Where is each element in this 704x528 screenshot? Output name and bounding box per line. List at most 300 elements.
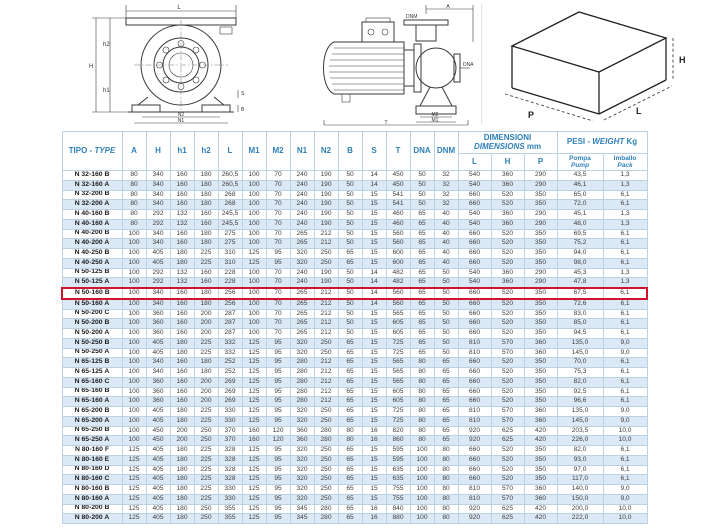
value-cell: 360 xyxy=(524,407,557,417)
value-cell: 132 xyxy=(170,210,194,220)
value-cell: 50 xyxy=(338,180,362,190)
value-cell: 1,3 xyxy=(603,210,647,220)
value-cell: 405 xyxy=(146,249,170,259)
value-cell: 320 xyxy=(290,407,314,417)
pump-type-cell: N 50-250 A xyxy=(62,348,122,358)
value-cell: 405 xyxy=(146,494,170,504)
value-cell: 225 xyxy=(194,407,218,417)
value-cell: 70 xyxy=(266,219,290,229)
value-cell: 350 xyxy=(524,249,557,259)
pump-type-cell: N 65-160 A xyxy=(62,397,122,407)
panel-divider xyxy=(481,4,482,124)
value-cell: 50 xyxy=(338,229,362,239)
value-cell: 100 xyxy=(122,258,146,268)
value-cell: 240 xyxy=(290,219,314,229)
value-cell: 360 xyxy=(524,485,557,495)
value-cell: 65 xyxy=(410,329,434,339)
value-cell: 570 xyxy=(491,338,524,348)
value-cell: 810 xyxy=(458,416,491,426)
value-cell: 80 xyxy=(410,358,434,368)
value-cell: 320 xyxy=(290,338,314,348)
value-cell: 250 xyxy=(314,258,338,268)
value-cell: 225 xyxy=(194,348,218,358)
value-cell: 660 xyxy=(458,465,491,475)
value-cell: 6,1 xyxy=(603,319,647,329)
value-cell: 660 xyxy=(458,368,491,378)
value-cell: 65 xyxy=(434,387,458,397)
table-row xyxy=(62,309,647,319)
value-cell: 160 xyxy=(170,358,194,368)
value-cell: 75,2 xyxy=(557,239,603,249)
value-cell: 240 xyxy=(290,210,314,220)
value-cell: 200,0 xyxy=(557,504,603,514)
value-cell: 160 xyxy=(194,268,218,278)
value-cell: 150,0 xyxy=(557,494,603,504)
value-cell: 125 xyxy=(122,465,146,475)
value-cell: 70 xyxy=(266,229,290,239)
value-cell: 65 xyxy=(410,319,434,329)
value-cell: 840 xyxy=(386,504,410,514)
value-cell: 275 xyxy=(218,229,242,239)
value-cell: 180 xyxy=(194,358,218,368)
value-cell: 40 xyxy=(434,210,458,220)
value-cell: 810 xyxy=(458,348,491,358)
value-cell: 40 xyxy=(434,239,458,249)
value-cell: 330 xyxy=(218,416,242,426)
value-cell: 605 xyxy=(386,397,410,407)
value-cell: 520 xyxy=(491,288,524,299)
value-cell: 810 xyxy=(458,494,491,504)
value-cell: 310 xyxy=(218,249,242,259)
value-cell: 212 xyxy=(314,288,338,299)
value-cell: 540 xyxy=(458,268,491,278)
value-cell: 16 xyxy=(362,436,386,446)
value-cell: 245,5 xyxy=(218,219,242,229)
value-cell: 80 xyxy=(410,387,434,397)
value-cell: 405 xyxy=(146,338,170,348)
value-cell: 212 xyxy=(314,387,338,397)
value-cell: 50 xyxy=(434,329,458,339)
value-cell: 345 xyxy=(290,504,314,514)
value-cell: 65 xyxy=(410,309,434,319)
value-cell: 350 xyxy=(524,446,557,456)
value-cell: 320 xyxy=(290,446,314,456)
value-cell: 250 xyxy=(194,504,218,514)
value-cell: 82,0 xyxy=(557,446,603,456)
value-cell: 70 xyxy=(266,180,290,190)
value-cell: 80 xyxy=(122,190,146,200)
value-cell: 350 xyxy=(524,258,557,268)
col-header-L: L xyxy=(218,132,242,171)
value-cell: 100 xyxy=(122,278,146,288)
dim-S-label: S xyxy=(241,91,245,97)
value-cell: 95 xyxy=(266,397,290,407)
table-row xyxy=(62,190,647,200)
value-cell: 180 xyxy=(170,446,194,456)
value-cell: 160 xyxy=(170,288,194,299)
value-cell: 420 xyxy=(524,504,557,514)
value-cell: 100 xyxy=(410,455,434,465)
value-cell: 570 xyxy=(491,348,524,358)
table-row xyxy=(62,338,647,348)
dim-T-label: T xyxy=(384,120,388,126)
table-row xyxy=(62,377,647,387)
value-cell: 15 xyxy=(362,348,386,358)
value-cell: 212 xyxy=(314,397,338,407)
value-cell: 80 xyxy=(434,494,458,504)
value-cell: 482 xyxy=(386,278,410,288)
value-cell: 94,5 xyxy=(557,329,603,339)
value-cell: 350 xyxy=(524,329,557,339)
value-cell: 320 xyxy=(290,348,314,358)
value-cell: 360 xyxy=(491,219,524,229)
value-cell: 190 xyxy=(314,190,338,200)
value-cell: 350 xyxy=(524,387,557,397)
group-header-dimensions: DIMENSIONI DIMENSIONS mm xyxy=(458,132,557,154)
value-cell: 240 xyxy=(290,171,314,181)
value-cell: 520 xyxy=(491,377,524,387)
value-cell: 660 xyxy=(458,239,491,249)
value-cell: 250 xyxy=(314,338,338,348)
value-cell: 132 xyxy=(170,219,194,229)
table-row xyxy=(62,219,647,229)
pump-type-cell: N 50-160 A xyxy=(62,299,122,309)
col-header-S: S xyxy=(362,132,386,171)
value-cell: 67,5 xyxy=(557,288,603,299)
value-cell: 65 xyxy=(410,210,434,220)
pump-type-cell: N 40-160 B xyxy=(62,210,122,220)
value-cell: 15 xyxy=(362,219,386,229)
value-cell: 180 xyxy=(170,249,194,259)
value-cell: 565 xyxy=(386,309,410,319)
value-cell: 360 xyxy=(290,436,314,446)
value-cell: 100 xyxy=(122,239,146,249)
value-cell: 212 xyxy=(314,229,338,239)
dim-A-label: A xyxy=(446,4,450,10)
value-cell: 660 xyxy=(458,358,491,368)
pump-type-cell: N 50-200 A xyxy=(62,329,122,339)
value-cell: 350 xyxy=(524,475,557,485)
value-cell: 520 xyxy=(491,368,524,378)
value-cell: 260,5 xyxy=(218,171,242,181)
value-cell: 132 xyxy=(170,278,194,288)
value-cell: 95 xyxy=(266,348,290,358)
value-cell: 125 xyxy=(122,485,146,495)
value-cell: 80 xyxy=(122,210,146,220)
pump-type-cell: N 80-160 D xyxy=(62,465,122,475)
value-cell: 190 xyxy=(314,278,338,288)
value-cell: 6,1 xyxy=(603,475,647,485)
table-row xyxy=(62,485,647,495)
value-cell: 560 xyxy=(386,299,410,309)
value-cell: 265 xyxy=(290,309,314,319)
value-cell: 15 xyxy=(362,368,386,378)
value-cell: 360 xyxy=(491,268,524,278)
value-cell: 268 xyxy=(218,190,242,200)
dim-h2-label: h2 xyxy=(103,42,110,48)
value-cell: 635 xyxy=(386,465,410,475)
value-cell: 212 xyxy=(314,319,338,329)
value-cell: 95 xyxy=(266,387,290,397)
value-cell: 275 xyxy=(218,239,242,249)
pump-type-cell: N 65-250 A xyxy=(62,436,122,446)
value-cell: 290 xyxy=(524,268,557,278)
value-cell: 50 xyxy=(338,278,362,288)
pump-type-cell: N 80-160 E xyxy=(62,455,122,465)
value-cell: 135,0 xyxy=(557,407,603,417)
value-cell: 6,1 xyxy=(603,288,647,299)
value-cell: 405 xyxy=(146,348,170,358)
value-cell: 225 xyxy=(194,494,218,504)
value-cell: 268 xyxy=(218,200,242,210)
value-cell: 360 xyxy=(146,309,170,319)
value-cell: 125 xyxy=(242,358,266,368)
value-cell: 95 xyxy=(266,338,290,348)
table-row xyxy=(62,229,647,239)
value-cell: 70 xyxy=(266,319,290,329)
value-cell: 180 xyxy=(170,348,194,358)
value-cell: 50 xyxy=(410,190,434,200)
value-cell: 100 xyxy=(122,268,146,278)
col-header-dim-P: P xyxy=(524,154,557,171)
value-cell: 225 xyxy=(194,455,218,465)
value-cell: 15 xyxy=(362,485,386,495)
value-cell: 160 xyxy=(170,387,194,397)
pump-type-cell: N 32-200 A xyxy=(62,200,122,210)
value-cell: 360 xyxy=(491,278,524,288)
col-header-h1: h1 xyxy=(170,132,194,171)
value-cell: 660 xyxy=(458,299,491,309)
value-cell: 160 xyxy=(170,180,194,190)
value-cell: 65 xyxy=(410,258,434,268)
value-cell: 6,1 xyxy=(603,190,647,200)
value-cell: 50 xyxy=(338,210,362,220)
value-cell: 40 xyxy=(434,258,458,268)
pump-type-cell: N 32-160 B xyxy=(62,171,122,181)
value-cell: 860 xyxy=(386,436,410,446)
value-cell: 65 xyxy=(338,514,362,524)
value-cell: 520 xyxy=(491,455,524,465)
value-cell: 180 xyxy=(194,180,218,190)
table-row xyxy=(62,368,647,378)
value-cell: 360 xyxy=(524,416,557,426)
value-cell: 250 xyxy=(194,426,218,436)
value-cell: 460 xyxy=(386,210,410,220)
value-cell: 1,3 xyxy=(603,171,647,181)
pump-type-cell: N 80-160 B xyxy=(62,485,122,495)
col-header-N1: N1 xyxy=(290,132,314,171)
value-cell: 50 xyxy=(338,299,362,309)
value-cell: 125 xyxy=(242,377,266,387)
value-cell: 328 xyxy=(218,455,242,465)
value-cell: 95 xyxy=(266,249,290,259)
col-header-dim-L: L xyxy=(458,154,491,171)
value-cell: 360 xyxy=(524,338,557,348)
value-cell: 9,0 xyxy=(603,416,647,426)
value-cell: 570 xyxy=(491,407,524,417)
value-cell: 520 xyxy=(491,329,524,339)
value-cell: 95 xyxy=(266,514,290,524)
value-cell: 135,0 xyxy=(557,338,603,348)
value-cell: 50 xyxy=(338,200,362,210)
value-cell: 15 xyxy=(362,309,386,319)
value-cell: 94,0 xyxy=(557,249,603,259)
value-cell: 180 xyxy=(170,407,194,417)
value-cell: 69,5 xyxy=(557,229,603,239)
value-cell: 100 xyxy=(242,171,266,181)
value-cell: 226,0 xyxy=(557,436,603,446)
value-cell: 100 xyxy=(122,416,146,426)
value-cell: 625 xyxy=(491,514,524,524)
value-cell: 80 xyxy=(410,436,434,446)
col-header-A: A xyxy=(122,132,146,171)
value-cell: 80 xyxy=(410,377,434,387)
value-cell: 660 xyxy=(458,475,491,485)
value-cell: 50 xyxy=(338,268,362,278)
value-cell: 65 xyxy=(434,358,458,368)
table-row xyxy=(62,436,647,446)
value-cell: 10,0 xyxy=(603,426,647,436)
value-cell: 50 xyxy=(338,171,362,181)
value-cell: 225 xyxy=(194,446,218,456)
value-cell: 520 xyxy=(491,239,524,249)
value-cell: 6,1 xyxy=(603,377,647,387)
value-cell: 95 xyxy=(266,377,290,387)
value-cell: 95 xyxy=(266,258,290,268)
value-cell: 6,1 xyxy=(603,465,647,475)
value-cell: 100 xyxy=(242,329,266,339)
value-cell: 269 xyxy=(218,387,242,397)
value-cell: 125 xyxy=(242,504,266,514)
value-cell: 93,0 xyxy=(557,455,603,465)
dim-H-label: H xyxy=(89,64,94,70)
table-row xyxy=(62,319,647,329)
value-cell: 95 xyxy=(266,368,290,378)
value-cell: 256 xyxy=(218,299,242,309)
value-cell: 160 xyxy=(242,436,266,446)
value-cell: 190 xyxy=(314,268,338,278)
value-cell: 15 xyxy=(362,229,386,239)
table-row xyxy=(62,387,647,397)
value-cell: 46,1 xyxy=(557,180,603,190)
value-cell: 290 xyxy=(524,180,557,190)
value-cell: 65 xyxy=(410,278,434,288)
col-header-type: TIPO - TYPE xyxy=(62,132,122,171)
value-cell: 190 xyxy=(314,210,338,220)
value-cell: 6,1 xyxy=(603,239,647,249)
value-cell: 95 xyxy=(266,465,290,475)
value-cell: 360 xyxy=(146,329,170,339)
value-cell: 125 xyxy=(122,475,146,485)
value-cell: 190 xyxy=(314,200,338,210)
value-cell: 660 xyxy=(458,229,491,239)
value-cell: 82,0 xyxy=(557,377,603,387)
value-cell: 65 xyxy=(434,426,458,436)
value-cell: 570 xyxy=(491,485,524,495)
table-row xyxy=(62,180,647,190)
value-cell: 320 xyxy=(290,465,314,475)
value-cell: 100 xyxy=(122,436,146,446)
value-cell: 40 xyxy=(434,219,458,229)
value-cell: 125 xyxy=(242,397,266,407)
value-cell: 540 xyxy=(458,180,491,190)
value-cell: 180 xyxy=(194,229,218,239)
value-cell: 190 xyxy=(314,219,338,229)
value-cell: 9,0 xyxy=(603,485,647,495)
value-cell: 360 xyxy=(524,348,557,358)
value-cell: 420 xyxy=(524,436,557,446)
value-cell: 15 xyxy=(362,465,386,475)
value-cell: 14 xyxy=(362,288,386,299)
value-cell: 280 xyxy=(314,514,338,524)
table-row xyxy=(62,249,647,259)
table-row xyxy=(62,278,647,288)
value-cell: 65 xyxy=(410,239,434,249)
value-cell: 370 xyxy=(218,436,242,446)
value-cell: 350 xyxy=(524,377,557,387)
value-cell: 85,0 xyxy=(557,319,603,329)
value-cell: 292 xyxy=(146,278,170,288)
value-cell: 65 xyxy=(338,504,362,514)
value-cell: 405 xyxy=(146,514,170,524)
pump-type-cell: N 32-160 A xyxy=(62,180,122,190)
value-cell: 70 xyxy=(266,190,290,200)
value-cell: 6,1 xyxy=(603,258,647,268)
value-cell: 65 xyxy=(338,249,362,259)
value-cell: 15 xyxy=(362,416,386,426)
value-cell: 125 xyxy=(242,455,266,465)
value-cell: 240 xyxy=(290,190,314,200)
value-cell: 225 xyxy=(194,338,218,348)
dim-M1-label: M1 xyxy=(431,117,439,124)
table-row xyxy=(62,504,647,514)
value-cell: 520 xyxy=(491,200,524,210)
value-cell: 48,0 xyxy=(557,219,603,229)
table-row xyxy=(62,329,647,339)
value-cell: 50 xyxy=(434,299,458,309)
value-cell: 125 xyxy=(122,494,146,504)
value-cell: 16 xyxy=(362,426,386,436)
value-cell: 15 xyxy=(362,210,386,220)
value-cell: 360 xyxy=(491,180,524,190)
value-cell: 250 xyxy=(314,416,338,426)
value-cell: 920 xyxy=(458,436,491,446)
value-cell: 100 xyxy=(410,514,434,524)
value-cell: 320 xyxy=(290,258,314,268)
table-row-highlighted xyxy=(62,288,647,299)
value-cell: 160 xyxy=(170,368,194,378)
value-cell: 125 xyxy=(242,338,266,348)
value-cell: 65 xyxy=(338,258,362,268)
value-cell: 350 xyxy=(524,358,557,368)
value-cell: 9,0 xyxy=(603,494,647,504)
value-cell: 560 xyxy=(386,229,410,239)
value-cell: 600 xyxy=(386,258,410,268)
value-cell: 15 xyxy=(362,446,386,456)
value-cell: 292 xyxy=(146,219,170,229)
value-cell: 250 xyxy=(314,348,338,358)
value-cell: 80 xyxy=(434,504,458,514)
value-cell: 117,0 xyxy=(557,475,603,485)
value-cell: 160 xyxy=(242,426,266,436)
value-cell: 15 xyxy=(362,258,386,268)
value-cell: 340 xyxy=(146,239,170,249)
value-cell: 920 xyxy=(458,514,491,524)
value-cell: 95 xyxy=(266,475,290,485)
value-cell: 125 xyxy=(122,504,146,514)
value-cell: 95 xyxy=(266,358,290,368)
pump-type-cell: N 40-250 B xyxy=(62,249,122,259)
